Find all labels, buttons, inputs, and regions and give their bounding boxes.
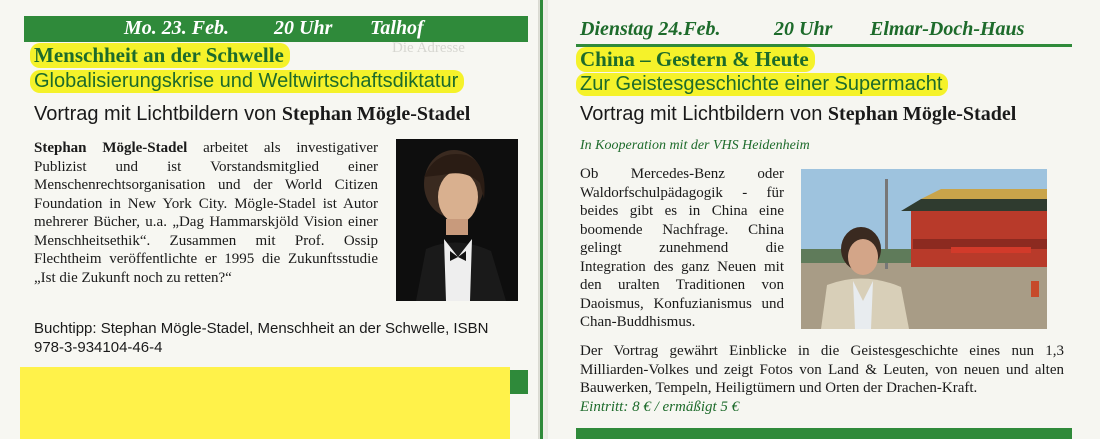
event-time: 20 Uhr bbox=[274, 17, 333, 39]
cooperation-note: In Kooperation mit der VHS Heidenheim bbox=[580, 138, 810, 153]
speaker-bio: Stephan Mögle-Stadel arbeitet als investigativer Publizist und ist Vorstandsmitglied einer Menschenrechtsorganisation und der World Citizen Foundation in New York City. Mögle-Stadel ist Autor mehrerer Bücher, u.a. „Dag Hammarskjöld Vision einer Menschheitsethik“. Zusammen mit Prof. Ossip Flechtheim veröffentlichte er 1995 die Zukunftsstudie „Ist die Zukunft noch zu retten?“ bbox=[34, 140, 378, 286]
portrait-image bbox=[396, 139, 518, 301]
event-description-2: Der Vortrag gewährt Einblicke in die Geistesgeschichte eines nun 1,3 Milliarden-Volkes und zeigt Fotos von Land & Leuten, von neuen und alten Bauwerken, Tempeln, Heiligtümern und Orten der Drachen-Kraft. bbox=[580, 343, 1064, 396]
ghost-text: Die Adresse bbox=[392, 40, 465, 56]
left-page bbox=[0, 0, 540, 439]
event-subtitle: Globalisierungskrise und Weltwirtschaftsdiktatur bbox=[30, 70, 464, 93]
talk-line: Vortrag mit Lichtbildern von Stephan Mögle-Stadel bbox=[580, 103, 1017, 125]
speaker-name: Stephan Mögle-Stadel bbox=[281, 103, 471, 125]
next-event-bar bbox=[576, 428, 1072, 439]
book-tip: Buchtipp: Stephan Mögle-Stadel, Menschheit an der Schwelle, ISBN 978-3-934104-46-4 bbox=[34, 320, 489, 356]
right-page bbox=[548, 0, 1100, 439]
event-date: Dienstag 24.Feb. bbox=[580, 18, 721, 40]
event-title: Menschheit an der Schwelle bbox=[30, 43, 290, 68]
portrait-photo bbox=[396, 139, 518, 301]
sticky-note bbox=[20, 367, 510, 439]
event-place: Talhof bbox=[370, 17, 424, 39]
speaker-name: Stephan Mögle-Stadel bbox=[827, 103, 1017, 125]
event-subtitle: Zur Geistesgeschichte einer Supermacht bbox=[576, 73, 948, 96]
page-divider bbox=[540, 0, 543, 439]
talk-line: Vortrag mit Lichtbildern von Stephan Mögle-Stadel bbox=[34, 103, 471, 125]
event-place: Elmar-Doch-Haus bbox=[870, 18, 1025, 40]
event-title: China – Gestern & Heute bbox=[576, 47, 815, 72]
event-time: 20 Uhr bbox=[774, 18, 833, 40]
event-description: Ob Mercedes-Benz oder Waldorfschulpädagogik - für beides gibt es in China eine boomende Nachfrage. China gelingt zunehmend die Integration des ganz Neuen mit den uralten Traditionen von Daoismus, Konfuzianismus und Chan-Buddhismus. bbox=[580, 166, 784, 330]
admission-price: Eintritt: 8 € / ermäßigt 5 € bbox=[580, 399, 740, 415]
event-header-bar bbox=[24, 16, 528, 42]
landscape-image bbox=[801, 169, 1047, 329]
tiananmen-photo bbox=[801, 169, 1047, 329]
event-date: Mo. 23. Feb. bbox=[124, 17, 229, 39]
